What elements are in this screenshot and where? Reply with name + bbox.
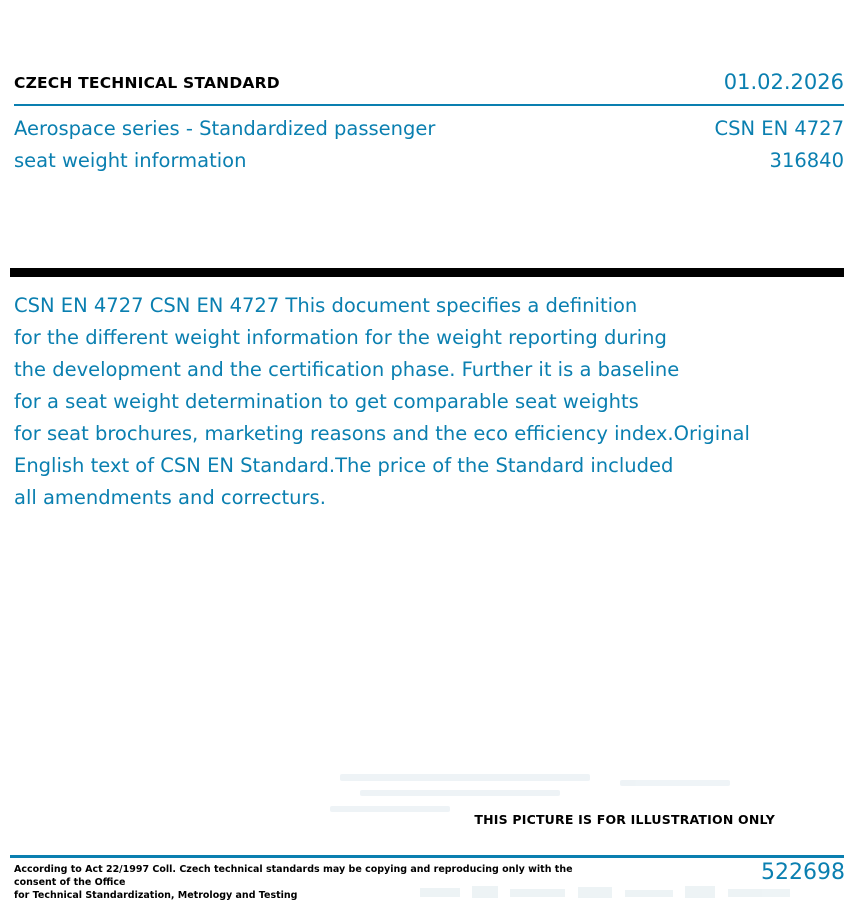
footer-divider <box>10 855 844 858</box>
watermark-stroke <box>360 790 560 796</box>
bottom-watermark <box>420 884 820 906</box>
illustration-note: THIS PICTURE IS FOR ILLUSTRATION ONLY <box>474 812 775 827</box>
publication-date: 01.02.2026 <box>723 70 844 94</box>
standard-catalog-number: 316840 <box>769 149 844 172</box>
abstract-line: English text of CSN EN Standard.The price of the Standard included <box>14 454 674 477</box>
standard-code-block <box>544 113 844 177</box>
watermark-stroke <box>340 774 590 781</box>
abstract-line: for seat brochures, marketing reasons and the eco efficiency index.Original <box>14 422 750 445</box>
watermark-stroke <box>330 806 450 812</box>
standard-code: CSN EN 4727 <box>714 117 844 140</box>
abstract-line: for the different weight information for the weight reporting during <box>14 326 667 349</box>
abstract-line: for a seat weight determination to get comparable seat weights <box>14 390 639 413</box>
document-number: 522698 <box>761 860 845 885</box>
abstract-line: all amendments and correcturs. <box>14 486 326 509</box>
watermark-stroke <box>472 886 498 898</box>
header-divider <box>14 104 844 106</box>
watermark-stroke <box>510 889 565 897</box>
watermark-stroke <box>420 888 460 897</box>
watermark-stroke <box>728 889 790 897</box>
watermark-stroke <box>578 887 612 898</box>
title-line: Aerospace series - Standardized passenger <box>14 117 436 140</box>
abstract-line: the development and the certification phase. Further it is a baseline <box>14 358 680 381</box>
footer-disclaimer-line: According to Act 22/1997 Coll. Czech technical standards may be copying and reproducing only with the consent of the Office <box>14 864 573 888</box>
title-line: seat weight information <box>14 149 247 172</box>
abstract-line: CSN EN 4727 CSN EN 4727 This document specifies a definition <box>14 294 638 317</box>
footer-disclaimer-line: for Technical Standardization, Metrology and Testing <box>14 890 298 901</box>
watermark-stroke <box>625 890 673 897</box>
abstract-text <box>14 290 834 514</box>
standard-type-label: CZECH TECHNICAL STANDARD <box>14 74 280 92</box>
section-divider <box>10 268 844 277</box>
watermark-stroke <box>685 886 715 898</box>
document-header <box>14 70 844 100</box>
document-title <box>14 113 534 177</box>
illustration-watermark <box>330 760 750 840</box>
watermark-stroke <box>620 780 730 786</box>
